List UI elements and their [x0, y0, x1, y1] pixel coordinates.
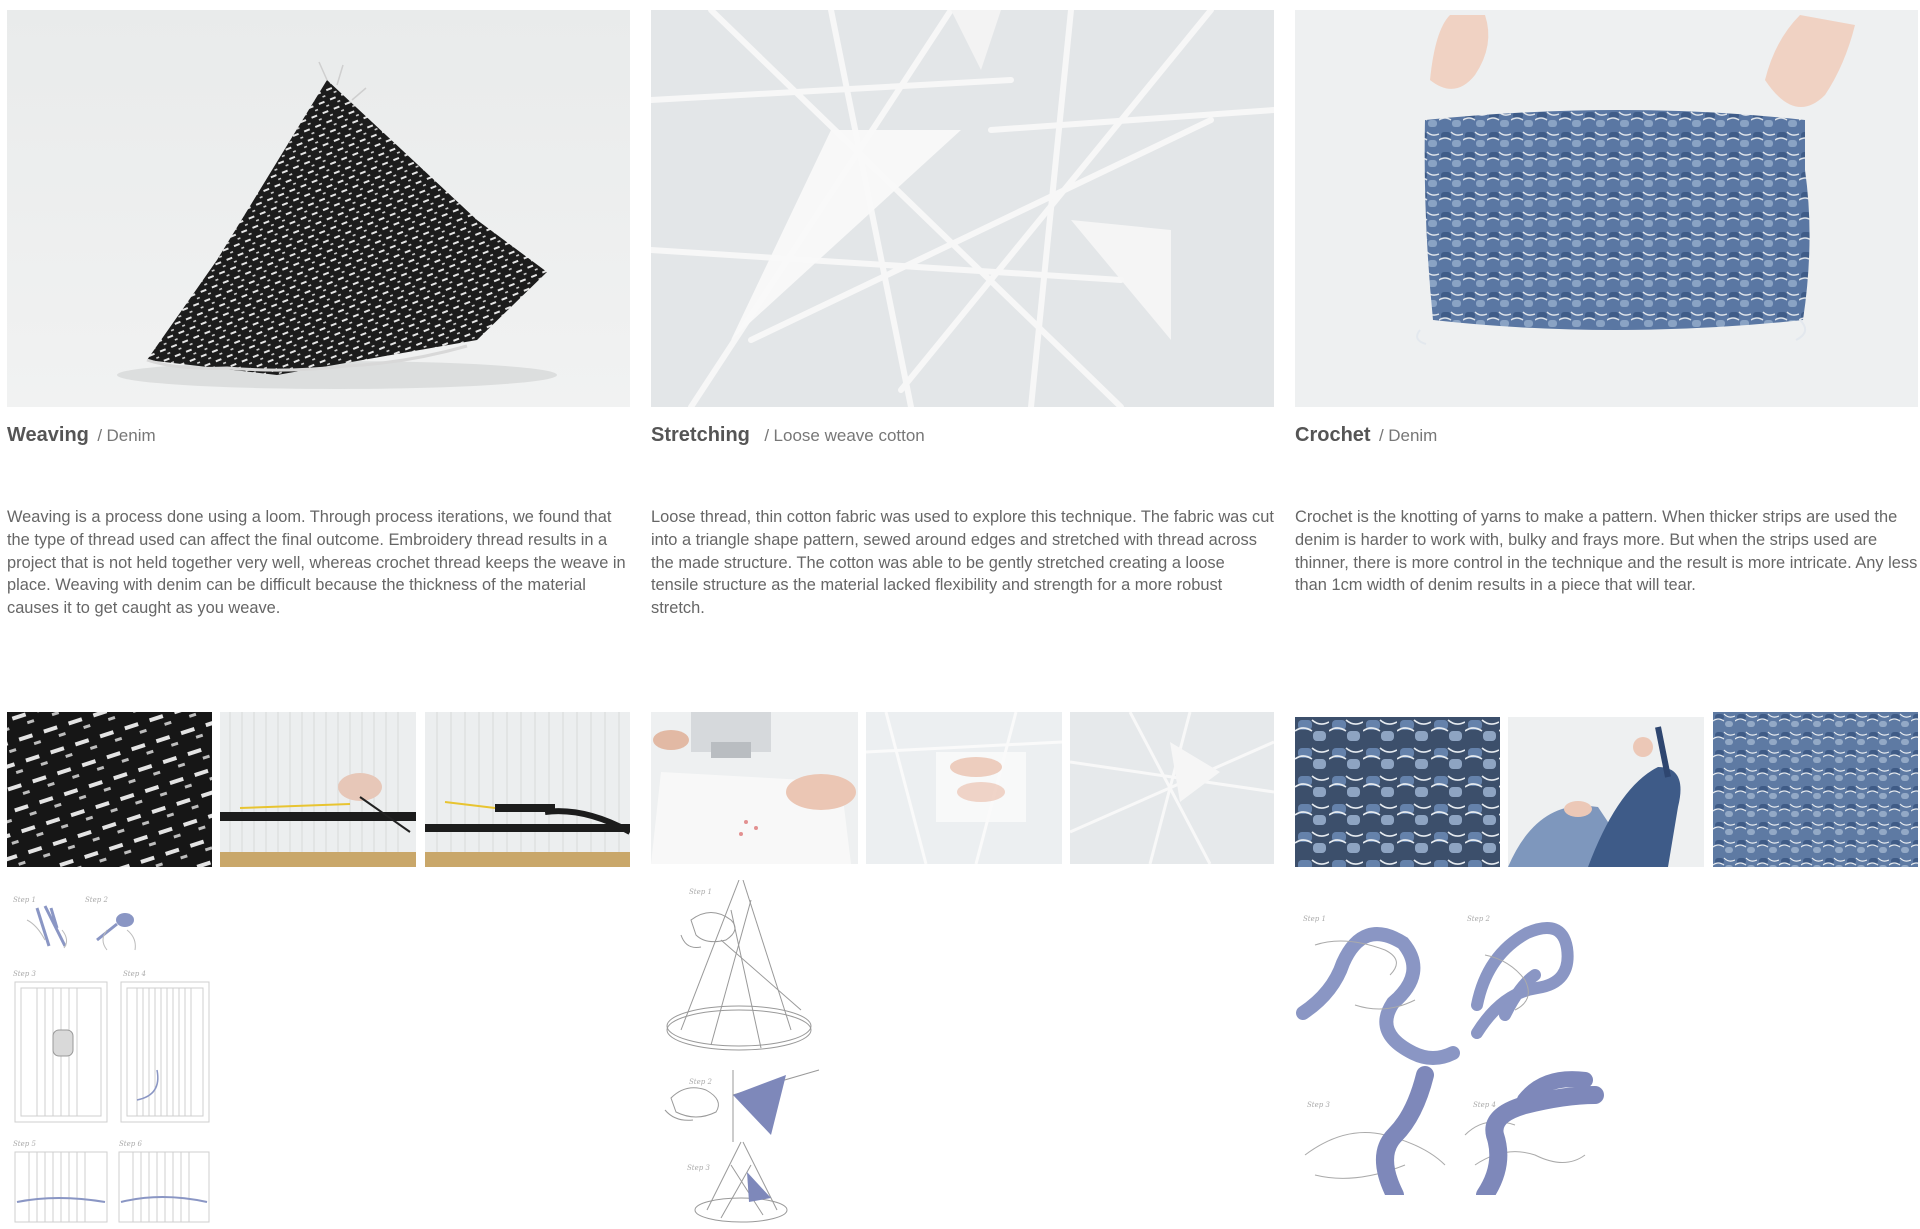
stretching-fabric-photo: [866, 712, 1062, 864]
technique-material: Denim: [106, 426, 156, 445]
technique-title: Weaving: [7, 424, 89, 446]
heading-separator: /: [1379, 426, 1384, 445]
technique-description: Crochet is the knotting of yarns to make a pattern. When thicker strips are used the denim is harder to work with, bulky and frays more. But when the strips used are thinner, there is more control in the technique and the result is more intricate. Any less than 1cm width of denim results in a piece that will tear.: [1295, 508, 1918, 595]
stretching-steps-illustration: [651, 880, 821, 1225]
step-label: Step 2: [1467, 915, 1490, 923]
loom-weaving-photo: [220, 712, 416, 867]
crochet-denim-closeup-photo: [1295, 717, 1500, 867]
weaving-steps-illustration: [7, 890, 212, 1225]
crochet-denim-sample-photo: [1295, 10, 1918, 407]
crocheting-denim-strips-photo: [1508, 717, 1704, 867]
stretched-cotton-structure-photo: [651, 10, 1274, 407]
technique-description: Loose thread, thin cotton fabric was used to explore this technique. The fabric was cut into a triangle shape pattern, sewed around edges and stretched with thread across the made structure. The cotton was able to be gently stretched creating a loose tensile structure as the material lacked flexibility and strength for a more robust stretch.: [651, 508, 1274, 618]
woven-denim-closeup-photo: [7, 712, 212, 867]
loom-weaving-progress-photo: [425, 712, 630, 867]
sewing-machine-photo: [651, 712, 858, 864]
crochet-steps-illustration: [1295, 905, 1625, 1195]
technique-material: Denim: [1388, 426, 1438, 445]
step-label: Step 1: [13, 896, 36, 904]
thumbnail-row: [1295, 712, 1918, 867]
step-label: Step 2: [85, 896, 108, 904]
technique-title: Stretching: [651, 424, 750, 446]
technique-column-stretching: [651, 0, 1274, 1229]
step-label: Step 4: [1473, 1101, 1496, 1109]
step-label: Step 3: [1307, 1101, 1330, 1109]
thumbnail-row: [651, 712, 1274, 867]
technique-heading: [7, 424, 630, 447]
step-label: Step 3: [13, 970, 36, 978]
technique-column-weaving: [7, 0, 630, 1229]
step-label: Step 3: [687, 1164, 710, 1172]
technique-heading: [651, 424, 1274, 447]
step-label: Step 1: [1303, 915, 1326, 923]
technique-material: Loose weave cotton: [773, 426, 925, 445]
step-label: Step 6: [119, 1140, 142, 1148]
woven-denim-sample-photo: [7, 10, 630, 407]
step-label: Step 2: [689, 1078, 712, 1086]
thumbnail-row: [7, 712, 630, 867]
crochet-texture-photo: [1713, 712, 1918, 867]
heading-separator: /: [97, 426, 103, 445]
tensile-structure-photo: [1070, 712, 1274, 864]
technique-title: Crochet: [1295, 424, 1371, 446]
technique-heading: [1295, 424, 1918, 447]
technique-column-crochet: [1295, 0, 1918, 1229]
step-label: Step 5: [13, 1140, 36, 1148]
technique-description: Weaving is a process done using a loom. Through process iterations, we found that the type of thread used can affect the final outcome. Embroidery thread results in a project that is not held together very well, whereas crochet thread keeps the weave in place. Weaving with denim can be difficult because the thickness of the material causes it to get caught as you weave.: [7, 508, 626, 618]
heading-separator: /: [764, 426, 770, 445]
step-label: Step 4: [123, 970, 146, 978]
step-label: Step 1: [689, 888, 712, 896]
